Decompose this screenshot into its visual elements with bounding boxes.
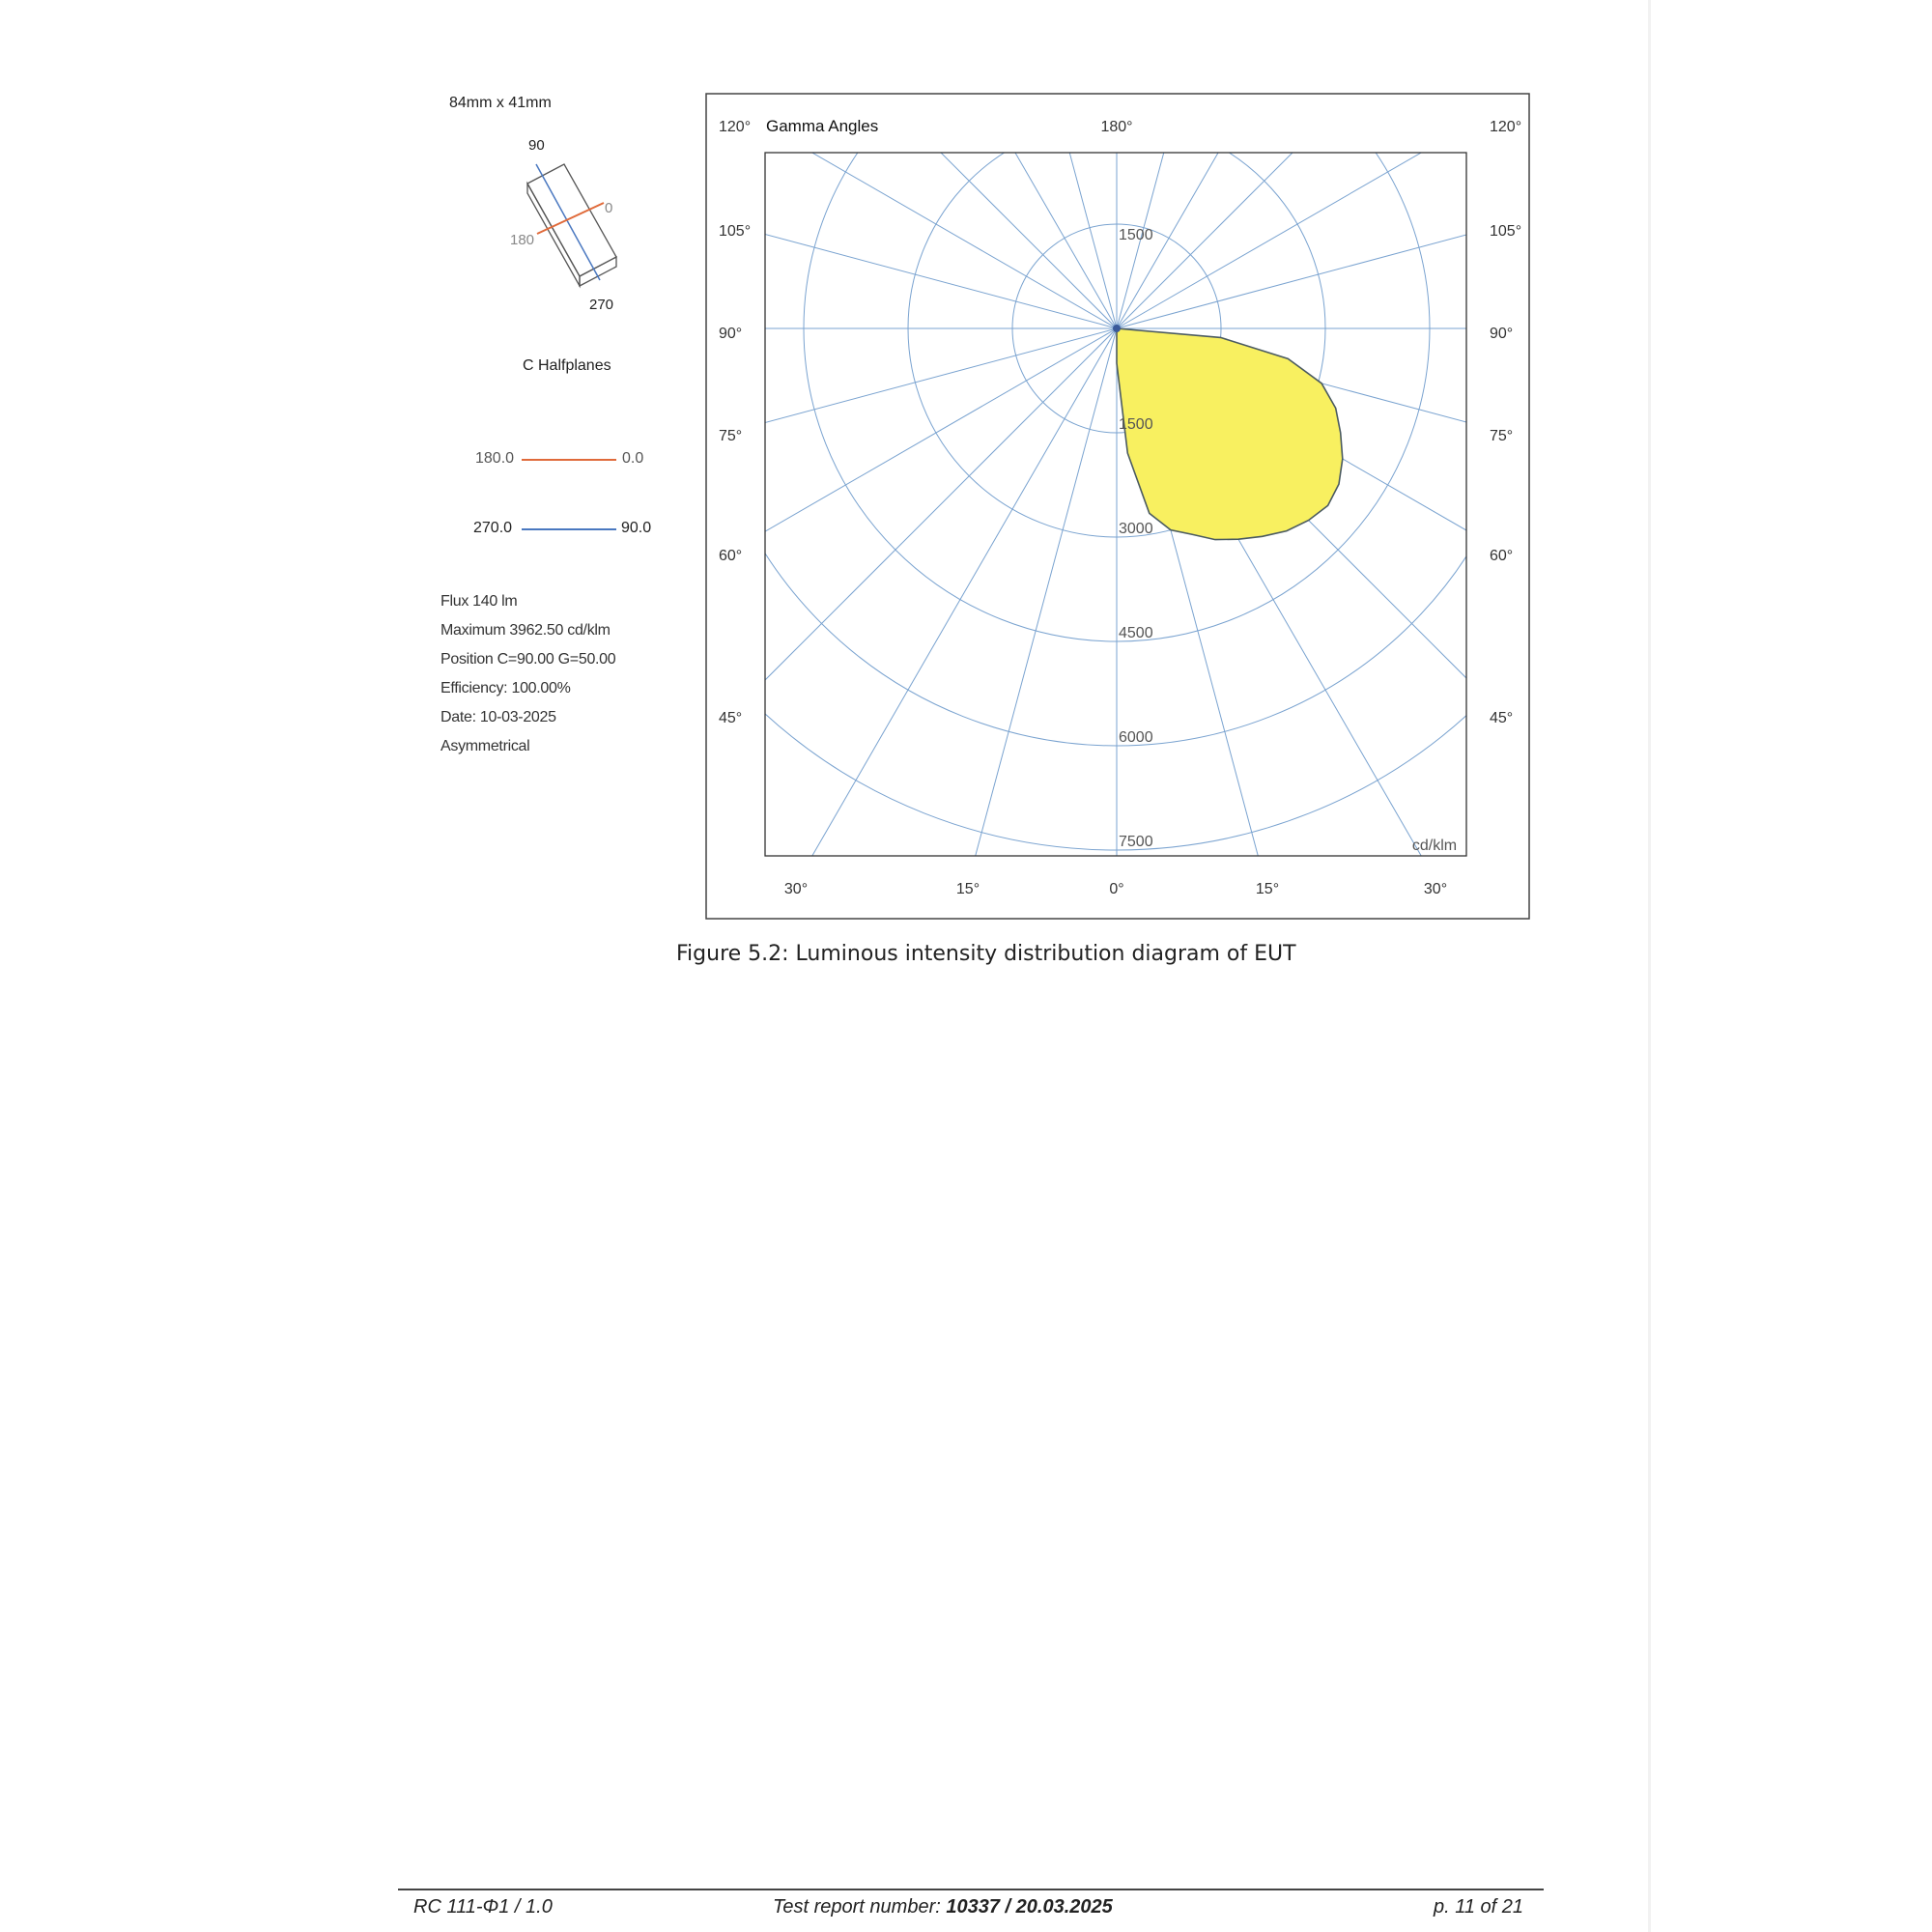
polar-origin: [1113, 325, 1121, 332]
halfplanes-title: C Halfplanes: [523, 357, 611, 374]
angle-label-right-2: 90°: [1490, 326, 1514, 342]
legend-blue-line: [522, 528, 616, 530]
footer-report-prefix: Test report number:: [773, 1896, 947, 1918]
angle-label-left-5: 45°: [719, 710, 743, 726]
info-position: Position C=90.00 G=50.00: [440, 651, 616, 668]
angle-label-right-3: 75°: [1490, 428, 1514, 444]
info-maximum: Maximum 3962.50 cd/klm: [440, 622, 611, 639]
legend-red-right: 0.0: [622, 450, 644, 467]
radial-tick-label-6000: 6000: [1119, 729, 1153, 746]
legend-red-line: [522, 459, 616, 461]
radial-tick-label-3000: 3000: [1119, 521, 1153, 537]
angle-label-left-2: 90°: [719, 326, 743, 342]
radial-tick-label-upper: 1500: [1119, 227, 1153, 243]
box-label-top: 90: [528, 137, 545, 154]
angle-label-left-4: 60°: [719, 548, 743, 564]
legend-red-left: 180.0: [475, 450, 515, 467]
angle-label-bottom-2: 0°: [1109, 881, 1124, 897]
angle-label-left-0: 120°: [719, 119, 752, 135]
angle-label-bottom-0: 30°: [783, 881, 809, 897]
radial-tick-label-7500: 7500: [1119, 834, 1153, 850]
angle-label-bottom-1: 15°: [955, 881, 980, 897]
angle-label-left-3: 75°: [719, 428, 743, 444]
page-edge: [1648, 0, 1651, 1932]
legend-blue-right: 90.0: [621, 520, 652, 536]
footer-document-code: RC 111-Φ1 / 1.0: [413, 1896, 553, 1918]
diagram-frame: [706, 94, 1529, 919]
info-date: Date: 10-03-2025: [440, 709, 556, 725]
info-symmetry: Asymmetrical: [440, 738, 530, 754]
dimensions-label: 84mm x 41mm: [449, 95, 552, 111]
box-label-bottom: 270: [589, 297, 614, 313]
radial-tick-label-1500: 1500: [1119, 416, 1153, 433]
footer-report-number: [773, 1896, 1113, 1918]
angle-label-bottom-4: 30°: [1423, 881, 1448, 897]
info-flux: Flux 140 lm: [440, 593, 518, 610]
angle-label-right-1: 105°: [1490, 223, 1522, 240]
info-efficiency: Efficiency: 100.00%: [440, 680, 571, 696]
box-label-left: 180: [510, 232, 535, 248]
angle-label-right-4: 60°: [1490, 548, 1514, 564]
footer-page-number: p. 11 of 21: [1434, 1896, 1524, 1918]
angle-label-top: 180°: [1100, 119, 1133, 135]
unit-label: cd/klm: [1411, 838, 1458, 854]
angle-label-left-1: 105°: [719, 223, 752, 240]
angle-label-right-5: 45°: [1490, 710, 1514, 726]
radial-tick-label-4500: 4500: [1119, 625, 1153, 641]
angle-label-right-0: 120°: [1490, 119, 1522, 135]
box-label-right: 0: [605, 200, 613, 216]
polar-diagram: [705, 93, 1530, 920]
figure-caption: Figure 5.2: Luminous intensity distribution diagram of EUT: [676, 942, 1296, 966]
angle-label-bottom-3: 15°: [1255, 881, 1280, 897]
chart-title: Gamma Angles: [766, 117, 879, 135]
footer-report-id: 10337 / 20.03.2025: [946, 1896, 1113, 1918]
legend-blue-left: 270.0: [473, 520, 513, 536]
footer-rule: [398, 1889, 1544, 1890]
